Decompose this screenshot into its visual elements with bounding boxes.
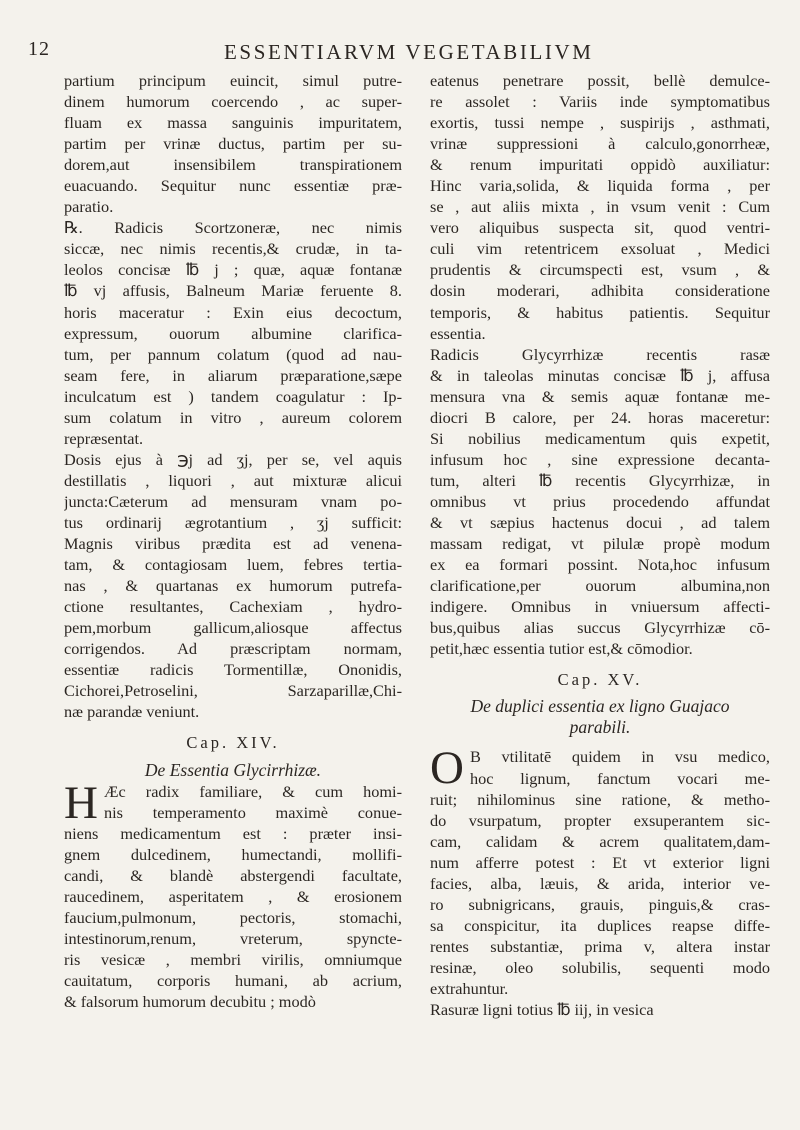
text-line: rentes substantiæ, prima v, altera instar [430,936,770,956]
text-line: essentiæ radicis Tormentillæ, Ononidis, [64,660,402,680]
drop-cap-paragraph-right [430,742,770,1020]
text-line: Dosis ejus à ℈j ad ʒj, per se, vel aquis [64,449,402,469]
text-line: ex ea formari possint. Nota,hoc infusum [430,555,770,575]
text-line: paratio. [64,197,114,217]
left-paragraph-lines [64,776,402,1013]
text-line: indigere. Omnibus in vniuersum affecti- [430,597,770,617]
text-line: tus ordinarij ægrotantium , ʒj sufficit: [64,512,402,532]
text-line: nis temperamento maximè conue- [104,802,402,822]
text-line: candi, & blandè abstergendi facultate, [64,865,402,885]
text-line: tum, alteri ℔ recentis Glycyrrhizæ, in [430,470,770,490]
right-column [430,70,770,1020]
text-line: resinæ, oleo solubilis, sequenti modo [430,957,770,977]
text-line: Si nobilius medicamentum quis expetit, [430,428,770,448]
text-line: sa conspicitur, ita duplices reapse diffe- [430,915,770,935]
text-line: Æc radix familiare, & cum homi- [104,781,402,801]
chapter-title-glycirrhizae: De Essentia Glycirrhizæ. [144,759,322,780]
text-line: & in taleolas minutas concisæ ℔ j, affusa [430,365,770,385]
text-line: dorem,aut insensibilem transpirationem [64,155,402,175]
text-line: se , aut aliis mixta , in vsum venit : Cum [430,197,770,217]
text-line: faucium,pulmonum, pectoris, stomachi, [64,907,402,927]
text-line: juncta:Cæterum ad mensuram vnam po- [64,491,402,511]
text-line: mensura vna & semis aquæ fontanæ me- [430,386,770,406]
text-line: ℔ vj affusis, Balneum Mariæ feruente 8. [64,281,402,301]
text-line: Hinc varia,solida, & liquida forma , per [430,176,770,196]
right-text-block [430,70,770,659]
text-line: dinem humorum coercendo , ac super- [64,92,402,112]
text-line: niens medicamentum est : præter insi- [64,823,402,843]
text-line: extrahuntur. [430,978,509,998]
text-line: B vtilitatē quidem in vsu medico, [470,747,770,767]
text-line: massam redigat, vt pilulæ propè modum [430,534,770,554]
text-line: vero aliquibus suspecta sit, quod ventri- [430,218,770,238]
text-line: siccæ, nec nimis recentis,& crudæ, in ta- [64,239,402,259]
drop-cap-initial-right: O [430,742,464,795]
text-line: Rasuræ ligni totius ℔ iij, in vesica [430,1000,654,1020]
text-line: tum, per pannum colatum (quod ad nau- [64,344,402,364]
text-line: partim per vrinæ ductus, partim per su- [64,134,402,154]
chapter-heading-xiv: Cap. XIV. [186,733,280,753]
text-line: gnem dulcedinem, humectandi, mollifi- [64,844,402,864]
text-line: horis maceratur : Exin eius decoctum, [64,302,402,322]
text-line: destillatis , liquori , aut mixturæ alicui [64,470,402,490]
text-line: ctione resultantes, Cachexiam , hydro- [64,597,402,617]
text-line: nas , & quartanas ex humorum putrefa- [64,576,402,596]
text-line: ris vesicæ , membri virilis, omniumque [64,949,402,969]
text-line: facies, alba, læuis, & arida, interior ve- [430,873,770,893]
text-line: num afferre potest : Et vt exterior ligni [430,852,770,872]
text-line: culi vim retentricem exsoluat , Medici [430,239,770,259]
text-line: Magnis viribus prædita est ad venena- [64,534,402,554]
text-line: & falsorum humorum decubitu ; modò [64,992,316,1012]
text-line: repræsentat. [64,428,144,448]
text-line: leolos concisæ ℔ j ; quæ, aquæ fontanæ [64,260,402,280]
text-line: diocri B calore, per 24. horas maceretur: [430,407,770,427]
text-line: inculcatum est ) tandem coagulatur : Ip- [64,386,402,406]
text-line: intestinorum,renum, vreterum, spyncte- [64,928,402,948]
chapter-title-guajaco-line1: De duplici essentia ex ligno Guajaco [470,696,730,717]
text-line: omnibus vt prius procedendo affundat [430,491,770,511]
text-line: vrinæ suppressioni à calculo,gonorrheæ, [430,134,770,154]
text-line: corrigendos. Ad præscriptam normam, [64,639,402,659]
text-line: fluam ex massa sanguinis impuritatem, [64,113,402,133]
text-line: clarificatione,per ouorum albumina,non [430,576,770,596]
drop-cap-paragraph [64,776,402,1013]
text-line: do vsurpatum, propter exsuperantem sic- [430,810,770,830]
text-line: ruit; nihilominus sine ratione, & metho- [430,789,770,809]
text-line: cam, calidam & acrem qualitatem,dam- [430,831,770,851]
text-line: ℞. Radicis Scortzoneræ, nec nimis [64,218,402,238]
text-line: raucedinem, asperitatem , & erosionem [64,886,402,906]
text-line: prudentis & circumspecti est, vsum , & [430,260,770,280]
text-line: temporis, & habitus patientis. Sequitur [430,302,770,322]
running-title: ESSENTIARVM VEGETABILIVM [224,40,594,64]
text-line: ro subnigricans, grauis, pinguis,& cras- [430,894,770,914]
text-line: Radicis Glycyrrhizæ recentis rasæ [430,344,770,364]
text-line: Cichorei,Petroselini, Sarzaparillæ,Chi- [64,681,402,701]
text-line: partium principum euincit, simul putre- [64,71,402,90]
text-line: cauitatum, corporis humani, ab acrium, [64,970,402,990]
right-paragraph-lines [430,742,770,1020]
text-line: bus,quibus alias succus Glycyrrhizæ cō- [430,618,770,638]
text-line: euacuando. Sequitur nunc essentiæ præ- [64,176,402,196]
text-line: expressum, ouorum albumine clarifica- [64,323,402,343]
text-line: pem,morbum gallicum,aliosque affectus [64,618,402,638]
text-line: dosin moderari, adhibita consideratione [430,281,770,301]
text-line: infusum hoc , sine expressione decanta- [430,449,770,469]
text-line: re assolet : Variis inde symptomatibus [430,92,770,112]
text-line: tam, & contagiosam luem, febres tertia- [64,555,402,575]
left-text-block [64,70,402,722]
text-line: seam fere, in aliarum præparatione,sæpe [64,365,402,385]
page-header [28,38,776,68]
left-column [64,70,402,1012]
text-line: petit,hæc essentia tutior est,& cōmodior. [430,639,693,659]
text-line: & vt sæpius hactenus docui , ad talem [430,512,770,532]
text-line: hoc lignum, fanctum vocari me- [470,768,770,788]
chapter-title-guajaco-line2: parabili. [569,717,631,738]
chapter-heading-xv: Cap. XV. [557,670,643,690]
drop-cap-initial: H [64,776,98,829]
text-line: & renum impuritati oppidò auxiliatur: [430,155,770,175]
text-line: essentia. [430,323,486,343]
page-number: 12 [28,38,50,60]
text-line: eatenus penetrare possit, bellè demulce- [430,71,770,90]
text-line: næ parandæ veniunt. [64,702,200,722]
text-line: sum colatum in vitro , aureum colorem [64,407,402,427]
text-line: exortis, tussi nempe , suspirijs , asthmati, [430,113,770,133]
